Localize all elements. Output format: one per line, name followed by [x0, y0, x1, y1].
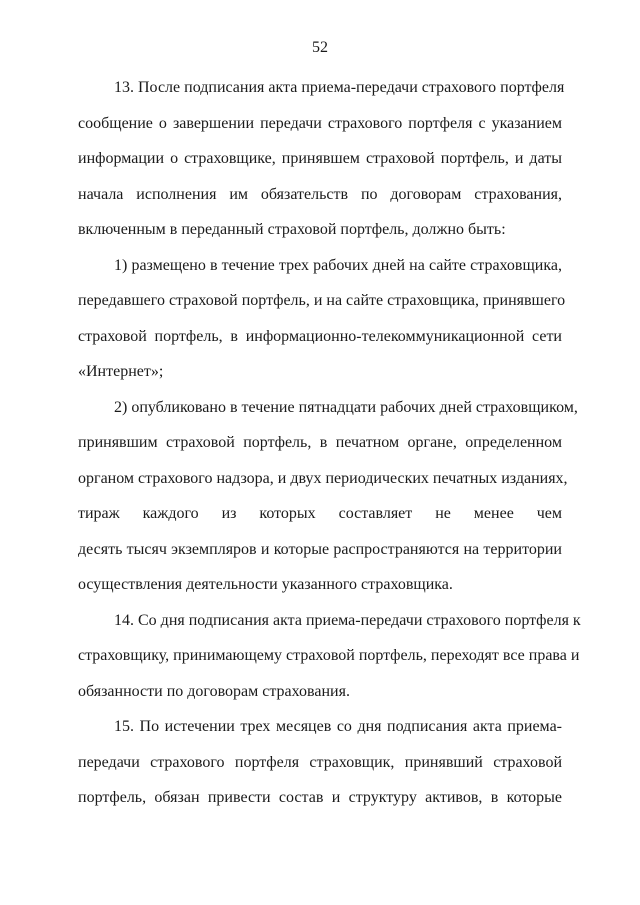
text-line: информации о страховщике, принявшем страховой портфель, и даты [78, 150, 562, 167]
text-line: 14. Со дня подписания акта приема-передачи страхового портфеля к [114, 611, 581, 629]
text-line: «Интернет»; [78, 363, 164, 380]
paragraph-13 [78, 70, 565, 248]
text-line: страховой портфель, в информационно-телекоммуникационной сети [78, 327, 562, 345]
text-line: сообщение о завершении передачи страхового портфеля с указанием [78, 114, 562, 132]
paragraph-item-2 [78, 390, 578, 603]
text-line: десять тысяч экземпляров и которые распространяются на территории [78, 540, 562, 558]
text-line: страховщику, принимающему страховой портфель, переходят все права и [78, 647, 580, 664]
text-line: портфель, обязан привести состав и структуру активов, в которые [78, 789, 562, 806]
paragraph-14 [78, 603, 581, 710]
text-line: начала исполнения им обязательств по договорам страхования, [78, 185, 562, 203]
text-line: осуществления деятельности указанного страховщика. [78, 576, 453, 593]
text-line: передачи страхового портфеля страховщик, принявший страховой [78, 753, 562, 771]
text-line: включенным в переданный страховой портфель, должно быть: [78, 221, 506, 238]
text-line: передавшего страховой портфель, и на сайте страховщика, принявшего [78, 292, 566, 309]
document-body [78, 70, 581, 816]
text-line: тираж каждого из которых составляет не менее чем [78, 505, 562, 522]
text-line: 13. После подписания акта приема-передачи страхового портфеля [114, 79, 565, 96]
text-line: обязанности по договорам страхования. [78, 682, 350, 700]
page-number: 52 [312, 39, 328, 56]
paragraph-15 [78, 709, 562, 816]
text-line: органом страхового надзора, и двух периодических печатных изданиях, [78, 469, 568, 487]
text-line: 1) размещено в течение трех рабочих дней на сайте страховщика, [114, 256, 562, 274]
text-line: 2) опубликовано в течение пятнадцати рабочих дней страховщиком, [114, 398, 578, 416]
paragraph-item-1 [78, 248, 566, 390]
text-line: 15. По истечении трех месяцев со дня подписания акта приема- [114, 718, 562, 735]
text-line: принявшим страховой портфель, в печатном органе, определенном [78, 434, 562, 451]
